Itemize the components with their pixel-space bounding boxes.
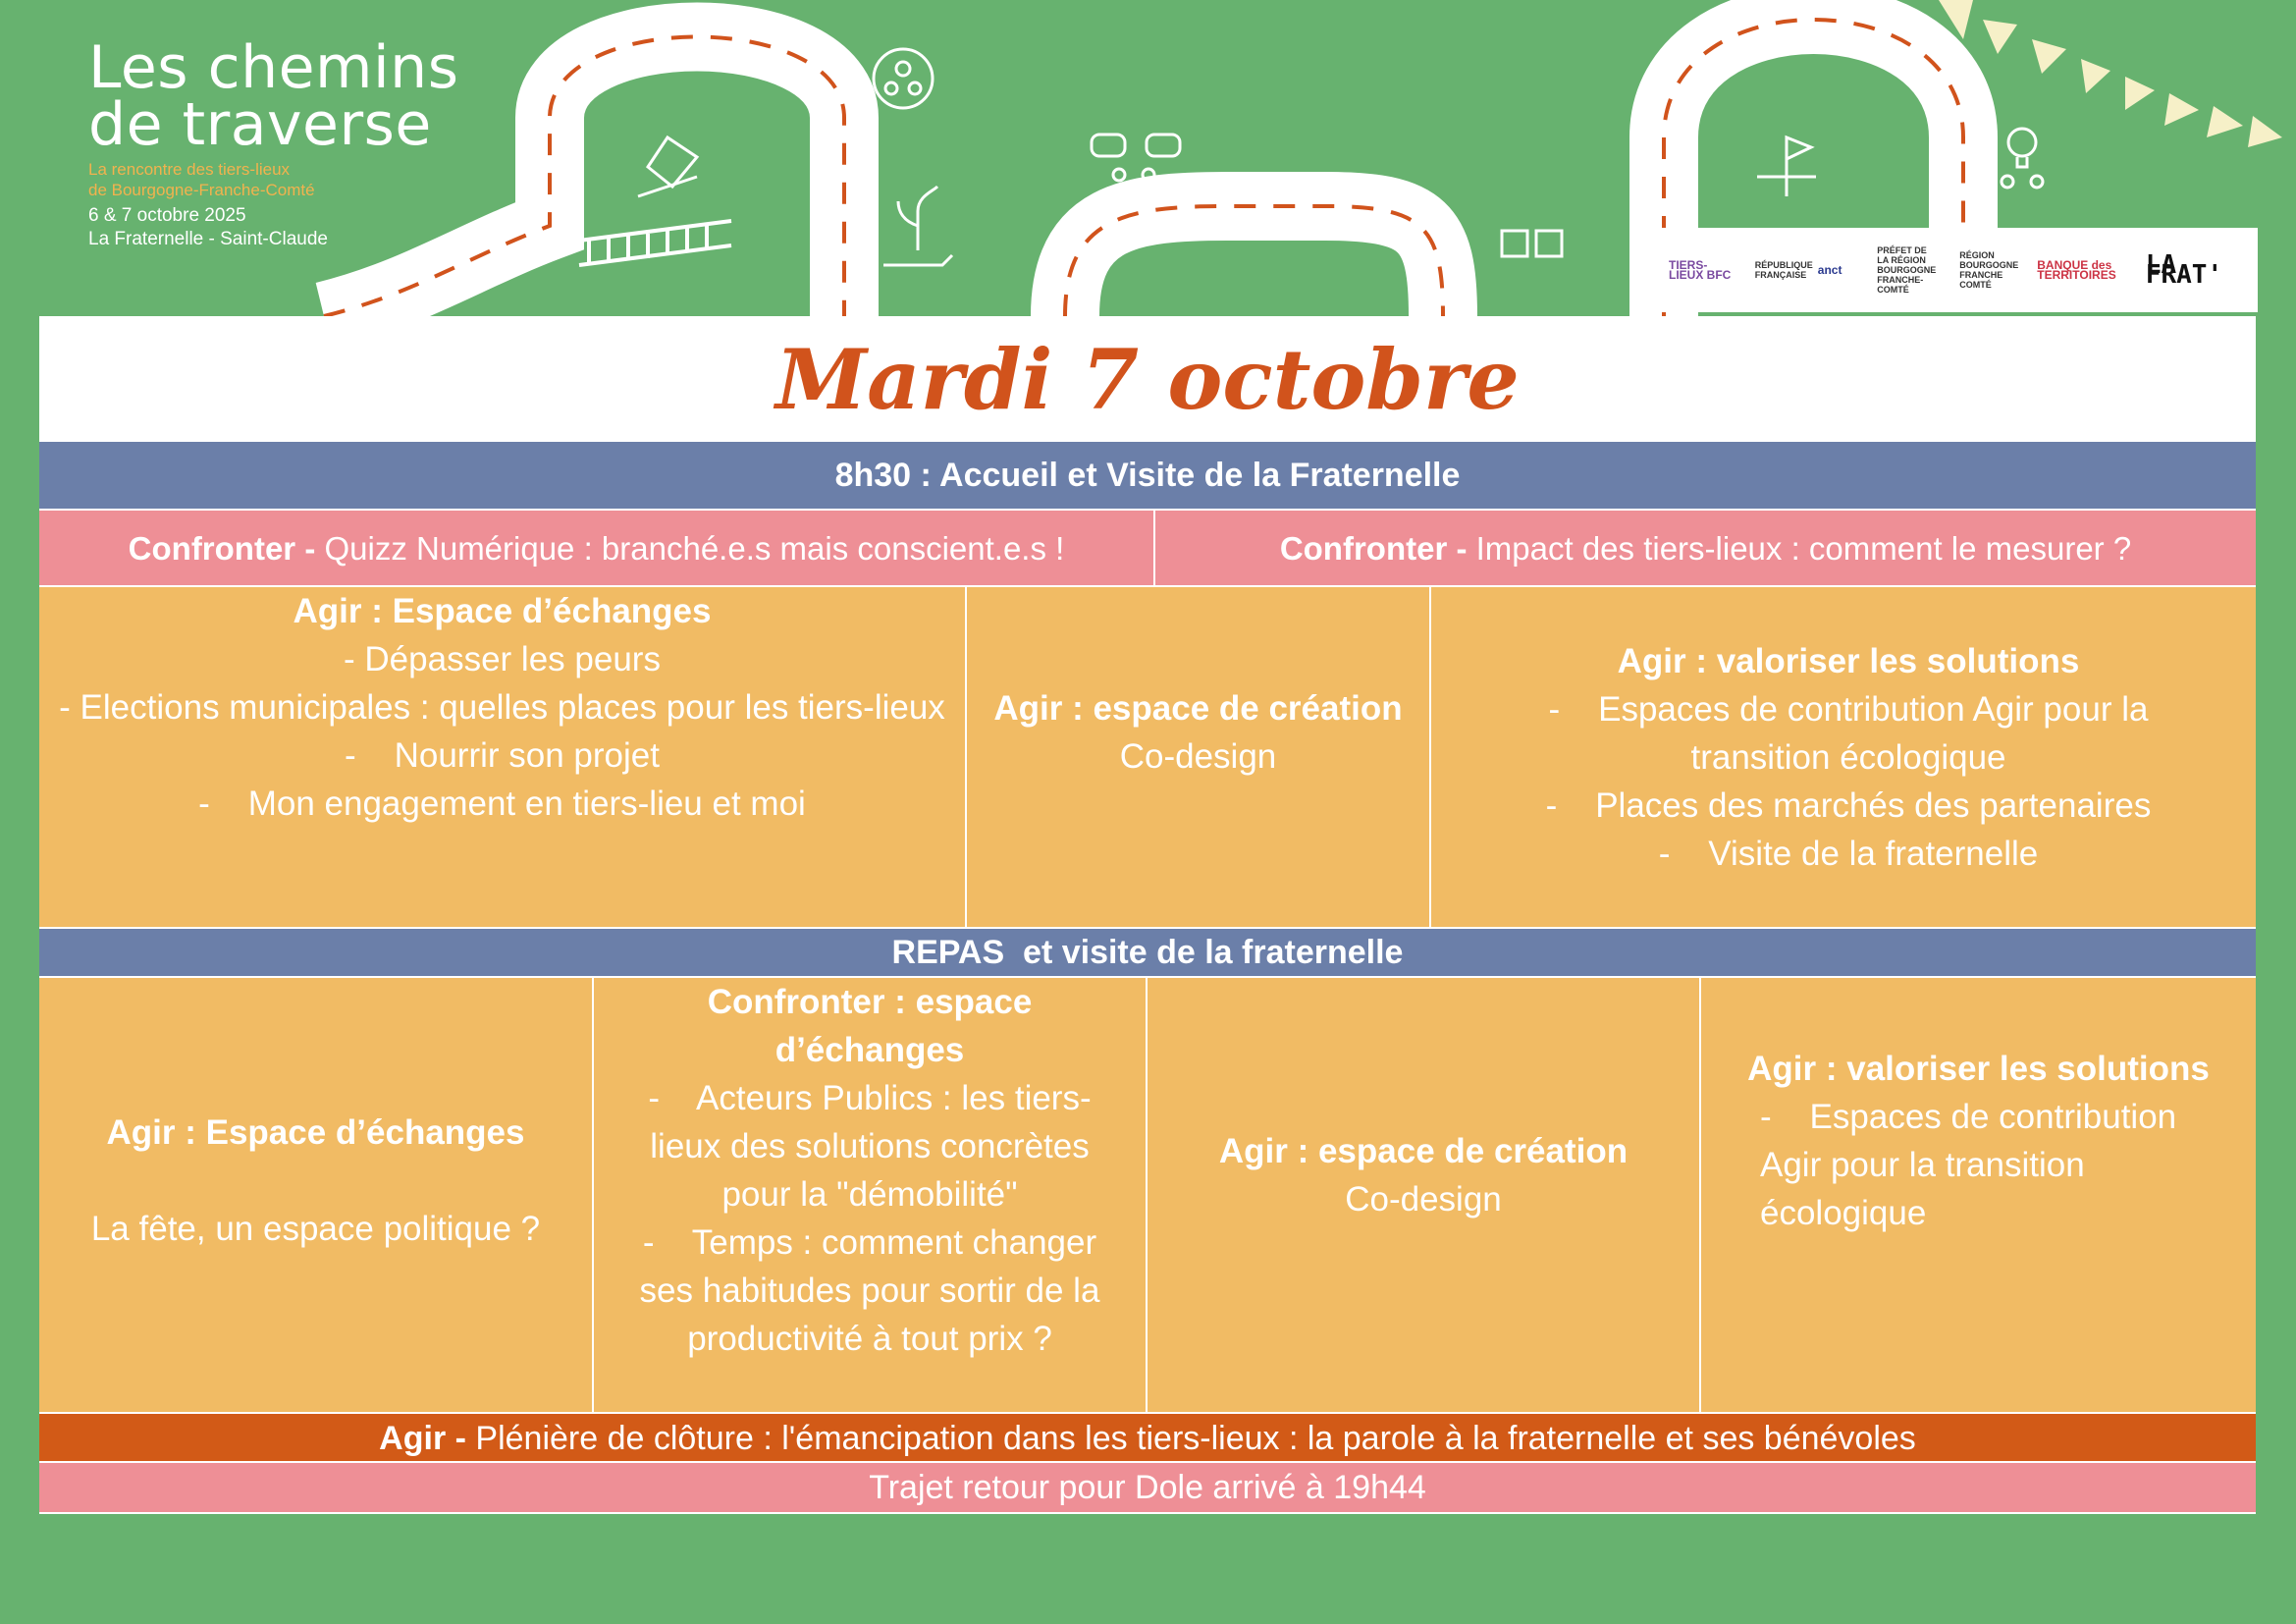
morning-solutions-item: - Espaces de contribution Agir pour la transition écologique xyxy=(1548,689,2159,777)
morning-creation-text: Co-design xyxy=(1119,737,1277,776)
flag-icon xyxy=(1757,137,1816,196)
afternoon-solutions-item: - Espaces de contribution Agir pour la transition écologique xyxy=(1760,1098,2184,1232)
logo-republique: RÉPUBLIQUE FRANÇAISE xyxy=(1754,260,1813,280)
confront-impact-cell xyxy=(1155,511,2256,585)
closing-label: Agir - xyxy=(379,1420,476,1457)
confront-quiz-text: Quizz Numérique : branché.e.s mais conscient.e.s ! xyxy=(324,530,1065,567)
closing-cell xyxy=(39,1414,2256,1461)
afternoon-solutions-title: Agir : valoriser les solutions xyxy=(1747,1050,2210,1088)
confront-impact-label: Confronter - xyxy=(1279,530,1476,567)
people-cycle-icon xyxy=(874,49,933,108)
confront-row xyxy=(39,511,2256,587)
handshake-icon xyxy=(638,137,697,196)
confront-quiz-cell xyxy=(39,511,1155,585)
brand-title-line1: Les chemins xyxy=(88,33,459,102)
event-brand xyxy=(88,33,459,251)
morning-exchange-title: Agir : Espace d’échanges xyxy=(293,592,712,630)
welcome-text: 8h30 : Accueil et Visite de la Fraternelle xyxy=(39,442,2256,509)
brand-title-line2: de traverse xyxy=(88,90,432,159)
closing-text: Plénière de clôture : l'émancipation dans les tiers-lieux : la parole à la fraternelle et ses bénévoles xyxy=(475,1420,1916,1457)
afternoon-workshops-row xyxy=(39,978,2256,1414)
morning-exchange-item: - Mon engagement en tiers-lieu et moi xyxy=(198,785,806,823)
return-text: Trajet retour pour Dole arrivé à 19h44 xyxy=(39,1463,2256,1512)
morning-solutions-item: - Places des marchés des partenaires xyxy=(1545,785,2152,825)
event-dates: 6 & 7 octobre 2025 xyxy=(88,205,246,226)
afternoon-confront-cell xyxy=(594,978,1148,1412)
logo-banque-territoires: BANQUE des TERRITOIRES xyxy=(2037,258,2116,282)
logo-prefet: PRÉFET DE LA RÉGION BOURGOGNE FRANCHE-COMTÉ xyxy=(1877,245,1937,295)
lunch-text: REPAS et visite de la fraternelle xyxy=(39,929,2256,976)
event-venue: La Fraternelle - Saint-Claude xyxy=(88,229,328,249)
morning-exchange-item: - Elections municipales : quelles places pour les tiers-lieux xyxy=(59,688,945,727)
afternoon-creation-text: Co-design xyxy=(1345,1180,1502,1218)
morning-solutions-cell xyxy=(1431,587,2256,927)
afternoon-exchange-cell xyxy=(39,978,594,1412)
confront-quiz-label: Confronter - xyxy=(128,530,325,567)
closing-row xyxy=(39,1414,2256,1463)
plant-hand-icon xyxy=(883,187,952,265)
brand-subtitle-line1: La rencontre des tiers-lieux xyxy=(88,160,291,179)
puzzle-hands-icon xyxy=(1502,231,1562,256)
afternoon-exchange-title: Agir : Espace d’échanges xyxy=(106,1112,525,1152)
welcome-row xyxy=(39,442,2256,511)
morning-solutions-item: - Visite de la fraternelle xyxy=(1658,834,2039,873)
morning-solutions-title: Agir : valoriser les solutions xyxy=(1617,641,2080,680)
lightbulb-icon xyxy=(2002,129,2043,188)
logo-anct: anct xyxy=(1817,263,1842,277)
confront-impact-text: Impact des tiers-lieux : comment le mesurer ? xyxy=(1475,530,2132,567)
return-row xyxy=(39,1463,2256,1512)
brand-subtitle-line2: de Bourgogne-Franche-Comté xyxy=(88,181,315,199)
morning-exchange-cell xyxy=(39,587,967,927)
logo-tiers-lieux-bfc: TIERS-LIEUX BFC xyxy=(1669,258,1732,282)
speech-bubbles-icon xyxy=(1092,135,1180,181)
schedule-sheet xyxy=(39,316,2256,1514)
logo-region: RÉGION BOURGOGNE FRANCHE COMTÉ xyxy=(1959,250,2019,290)
morning-creation-cell xyxy=(967,587,1431,927)
morning-exchange-item: - Dépasser les peurs xyxy=(344,640,661,678)
bridge-icon xyxy=(579,221,731,265)
partner-logos xyxy=(1629,228,2258,312)
logo-la-frat: LA FRAT' xyxy=(2145,250,2223,290)
header-banner xyxy=(0,0,2296,316)
day-title-row xyxy=(39,316,2256,442)
lunch-row xyxy=(39,929,2256,978)
afternoon-creation-cell xyxy=(1148,978,1701,1412)
morning-workshops-row xyxy=(39,587,2256,929)
morning-exchange-item: - Nourrir son projet xyxy=(345,736,660,775)
morning-creation-title: Agir : espace de création xyxy=(993,689,1403,728)
afternoon-confront-item: - Acteurs Publics : les tiers-lieux des solutions concrètes pour la "démobilité" xyxy=(648,1079,1099,1214)
afternoon-confront-item: - Temps : comment changer ses habitudes pour sortir de la productivité à tout prix ? xyxy=(639,1223,1110,1358)
afternoon-exchange-text: La fête, un espace politique ? xyxy=(90,1209,541,1248)
afternoon-confront-title: Confronter : espace d’échanges xyxy=(707,983,1033,1069)
day-title: Mardi 7 octobre xyxy=(775,330,1520,428)
afternoon-creation-title: Agir : espace de création xyxy=(1218,1132,1629,1170)
afternoon-solutions-cell xyxy=(1701,978,2256,1412)
